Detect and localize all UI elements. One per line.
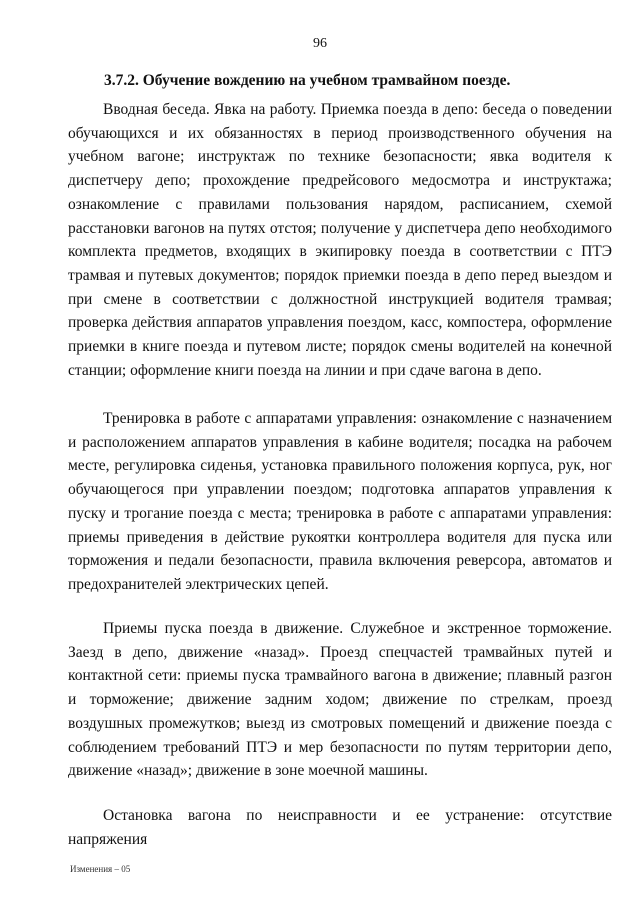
body-paragraph xyxy=(68,804,612,851)
paragraph-text: Приемы пуска поезда в движение. Служебное и экстренное торможение. Заезд в депо, движение «назад». Проезд спецчастей трамвайных путей и контактной сети: приемы пуска трамвайного вагона в движение; плавный разгон и торможение; движение задним ходом; движение по стрелкам, проезд воздушных промежутков; выезд из смотровых помещений и движение поезда с соблюдением требований ПТЭ и мер безопасности по путям территории депо, движение «назад»; движение в зоне моечной машины. xyxy=(68,620,612,780)
body-paragraph xyxy=(68,98,612,382)
page-number: 96 xyxy=(313,36,327,51)
paragraph-text: Остановка вагона по неисправности и ее устранение: отсутствие напряжения xyxy=(68,807,612,848)
body-paragraph xyxy=(68,407,612,597)
paragraph-text: Вводная беседа. Явка на работу. Приемка поезда в депо: беседа о поведении обучающихся и их обязанностях в период производственного обучения на учебном вагоне; инструктаж по технике безопасности; явка водителя к диспетчеру депо; прохождение предрейсового медосмотра и инструктажа; ознакомление с правилами пользования нарядом, расписанием, схемой расстановки вагонов на путях отстоя; получение у диспетчера депо необходимого комплекта предметов, входящих в экипировку поезда в соответствии с ПТЭ трамвая и путевых документов; порядок приемки поезда в депо перед выездом и при смене в соответствии с должностной инструкцией водителя трамвая; проверка действия аппаратов управления поездом, касс, компостера, оформление приемки в книге поезда и путевом листе; порядок смены водителей на конечной станции; оформление книги поезда на линии и при сдаче вагона в депо. xyxy=(68,101,612,379)
body-paragraph xyxy=(68,617,612,783)
footer-note: Изменения – 05 xyxy=(70,864,131,874)
paragraph-text: Тренировка в работе с аппаратами управления: ознакомление с назначением и расположением аппаратов управления в кабине водителя; посадка на рабочем месте, регулировка сиденья, установка правильного положения корпуса, рук, ног обучающегося при управлении поездом; подготовка аппаратов управления к пуску и трогание поезда с места; тренировка в работе с аппаратами управления: приемы приведения в действие рукоятки контроллера водителя для пуска или торможения и педали безопасности, правила включения реверсора, автоматов и предохранителей электрических цепей. xyxy=(68,410,612,593)
section-heading: 3.7.2. Обучение вождению на учебном трамвайном поезде. xyxy=(104,72,511,89)
